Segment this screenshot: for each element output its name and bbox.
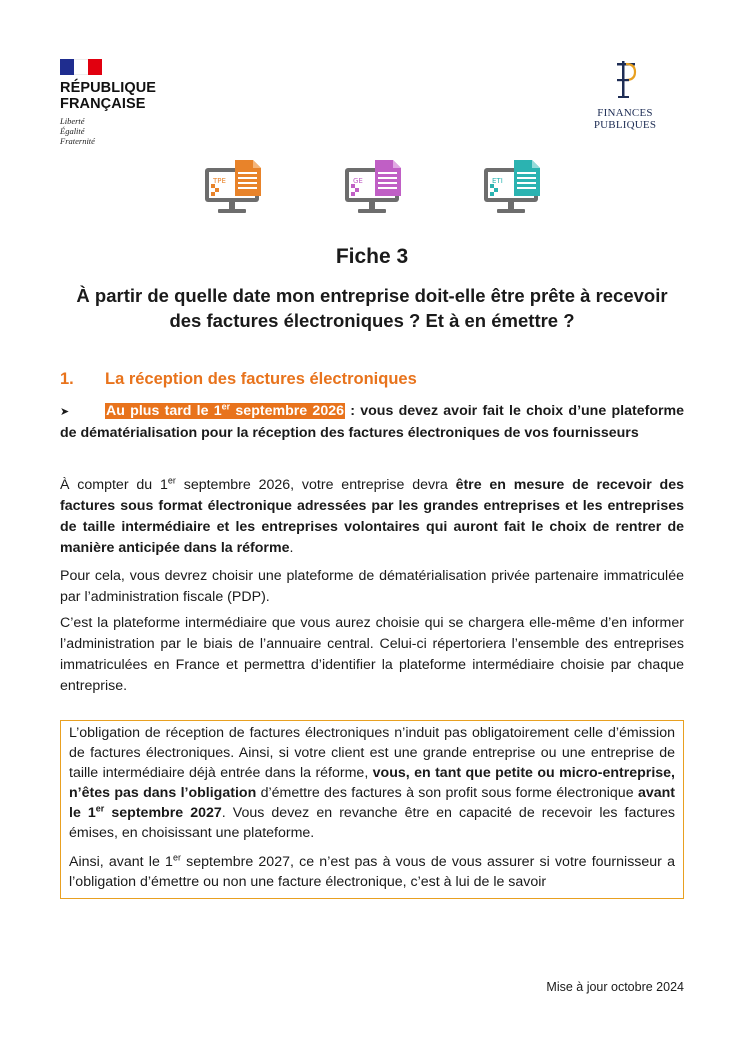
fp-logo-text: FINANCES PUBLIQUES <box>593 107 657 131</box>
paragraph-central-directory: C’est la plateforme intermédiaire que vous aurez choisie qui se chargera elle-même d’en informer l’administration par le biais de l’annuaire central. Celui-ci répertoriera l’ensemble des entreprises immatriculées en France et permettra d’identifier la plateforme intermédiaire choisie par chaque entreprise. <box>60 615 684 694</box>
computer-document-ge-icon <box>343 158 403 216</box>
ge-label: GE <box>353 177 363 185</box>
republique-francaise-logo <box>60 59 156 146</box>
deadline-bullet <box>60 401 684 444</box>
computer-document-eti-icon <box>482 158 542 216</box>
section-title: La réception des factures électroniques <box>105 370 417 388</box>
finances-publiques-logo <box>566 60 684 131</box>
paragraph-choose-platform: Pour cela, vous devrez choisir une plateforme de dématérialisation privée partenaire immatriculée par l’administration fiscale (PDP). <box>60 568 684 605</box>
tpe-label: TPE <box>213 177 226 185</box>
note-paragraph-1: L’obligation de réception de factures électroniques n’induit pas obligatoirement celle d’émission de factures électroniques. Ainsi, si votre client est une grande entreprise ou une entreprise de taille intermédiaire déjà entrée dans la réforme, vous, en tant que petite ou micro-entreprise, n’êtes pas dans l’obligation d’émettre des factures à son profit sous forme électronique avant le 1er septembre 2027. Vous devez en revanche être en capacité de recevoir les factures émises, en choisissant une plateforme. <box>69 725 675 841</box>
note-box <box>60 720 684 899</box>
french-flag-icon <box>60 59 102 75</box>
section-heading <box>60 370 417 389</box>
rf-name: RÉPUBLIQUE FRANÇAISE <box>60 80 157 112</box>
fiche-title: Fiche 3 <box>335 245 409 268</box>
arrow-bullet-icon: ➤ <box>60 406 70 418</box>
footer-update-date: Mise à jour octobre 2024 <box>546 980 684 994</box>
main-question: À partir de quelle date mon entreprise doit-elle être prête à recevoir des factures électroniques ? Et à en émettre ? <box>76 285 668 331</box>
section-number: 1. <box>60 370 74 388</box>
rf-motto: Liberté Égalité Fraternité <box>60 116 95 146</box>
eti-label: ETI <box>492 177 503 185</box>
computer-document-tpe-icon <box>203 158 263 216</box>
fp-emblem-icon <box>605 60 645 100</box>
note-paragraph-2: Ainsi, avant le 1er septembre 2027, ce n’est pas à vous de vous assurer si votre fournisseur a l’obligation d’émettre ou non une facture électronique, c’est à lui de le savoir <box>69 852 675 890</box>
deadline-highlight: Au plus tard le 1er septembre 2026 <box>106 401 344 419</box>
deadline-text: : vous devez avoir fait le choix d’une plateforme de dématérialisation pour la réception des factures électroniques de vos fournisseurs <box>60 403 685 441</box>
paragraph-reception-obligation: À compter du 1er septembre 2026, votre entreprise devra être en mesure de recevoir des factures sous format électronique adressées par les grandes entreprises et les entreprises de taille intermédiaire et les entreprises volontaires qui auront fait le choix de rentrer de manière anticipée dans la réforme. <box>60 475 684 556</box>
